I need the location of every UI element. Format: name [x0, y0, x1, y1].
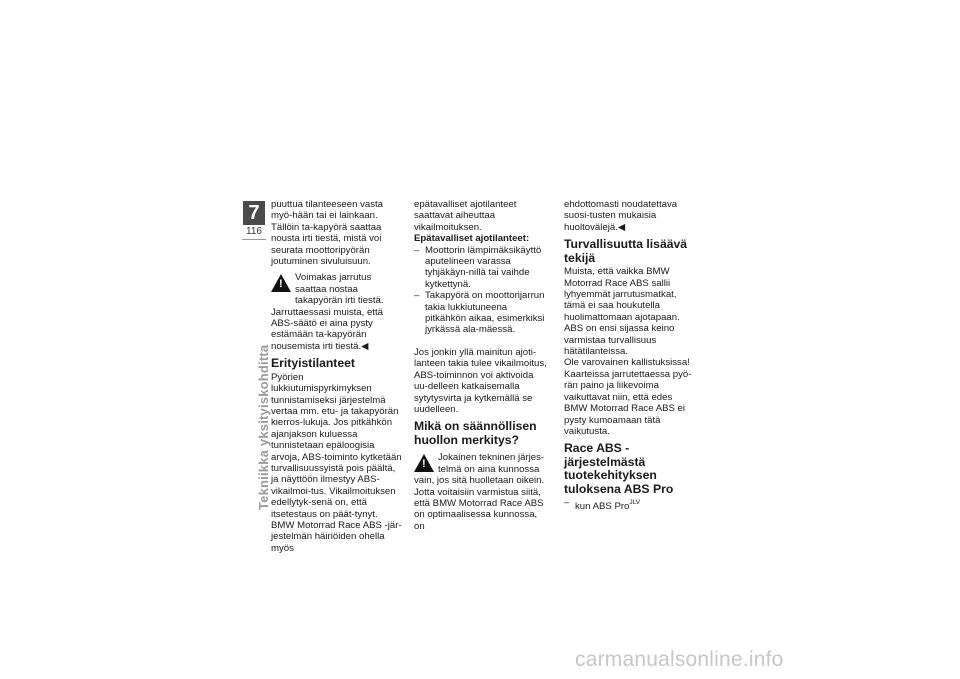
page-rule [242, 239, 266, 240]
paragraph: Pyörien lukkiutumispyrkimyksen tunnistamiseksi järjestelmä vertaa mm. etu- ja takapyörän kierros-lukuja. Jos pitkähkön ajanjakson kuluessa tunnistetaan epäloogisia arvoja, ABS-toiminto kytketään turvallisuussyistä pois päältä, ja näyttöön ilmestyy ABS-vikailmoi-tus. Vikailmoituksen edellytyk-senä on, että itsetestaus on päät-tynyt. [271, 371, 402, 520]
watermark: carmanualsonline.info [575, 648, 784, 671]
paragraph: Muista, että vaikka BMW Motorrad Race ABS sallii lyhyemmät jarrutusmatkat, tämä ei saa houkutella huolimattomaan ajotapaan. ABS on ensi sijassa keino varmistaa turvallisuus hätätilanteissa. [564, 266, 680, 358]
section-heading: Mikä on säännöllisen huollon merkitys? [414, 419, 537, 447]
column-1 [271, 199, 405, 554]
paragraph: vain, jos sitä huolletaan oikein. Jotta voitaisiin varmistua siitä, että BMW Motorrad Race ABS on optimaalisessa kunnossa, on [414, 475, 545, 532]
paragraph: puuttua tilanteeseen vasta myö-hään tai ei lainkaan. Tällöin ta-kapyörä saattaa nousta irti tiestä, mistä voi seurata moottoripyörän joutuminen sivuluisuun. [271, 199, 384, 268]
warning-note [414, 452, 548, 475]
paragraph: ehdottomasti noudatettava suosi-tusten mukaisia huoltovälejä.◀ [564, 199, 678, 233]
dash-list [564, 497, 698, 512]
paragraph: BMW Motorrad Race ABS -jär-jestelmän häiriöiden ohella myös [271, 520, 402, 554]
superscript-code: JLV [629, 499, 641, 507]
list-item: – kun ABS Pro$^{JLV}$ [564, 497, 698, 512]
chapter-number: 7 [243, 201, 265, 225]
paragraph: Ole varovainen kallistuksissa! Kaarteissa jarrutettaessa pyö-rän paino ja liikevoima vaikuttavat niin, että edes BMW Motorrad Race ABS ei pysty kumoamaan tätä vaikutusta. [564, 357, 692, 437]
list-item: – Moottorin lämpimäksikäyttö aputelineen varassa tyhjäkäyn-nillä tai vaihde kytkettynä. [414, 245, 548, 291]
paragraph: Jos jonkin yllä mainitun ajoti-lanteen takia tulee vikailmoitus, ABS-toiminnon voi aktivoida uu-delleen katkaisemalla sytytysvirta ja kytkemällä se uudelleen. [414, 346, 547, 415]
list-item: – Takapyörä on moottorijarrun takia lukkiutuneena pitkähkön aikaa, esimerkiksi jyrkässä ala-mäessä. [414, 290, 548, 336]
column-3 [564, 199, 698, 513]
warning-text: Voimakas jarrutus saattaa nostaa takapyörän irti tiestä. [295, 272, 384, 307]
section-heading: Erityistilanteet [271, 356, 355, 371]
section-heading: Race ABS -järjestelmästä tuotekehityksen tuloksena ABS Pro [564, 441, 674, 496]
column-2 [414, 199, 548, 532]
warning-text: Jokainen tekninen järjes-telmä on aina kunnossa [438, 452, 545, 475]
subheading: Epätavalliset ajotilanteet: [414, 233, 530, 245]
page-number: 116 [246, 226, 262, 237]
warning-icon: ! [271, 274, 291, 292]
warning-note [271, 272, 405, 306]
section-heading: Turvallisuutta lisäävä tekijä [564, 237, 688, 265]
dash-list [414, 245, 548, 336]
side-chapter-title: Tekniikka yksityiskohditta [256, 344, 271, 510]
paragraph: epätavalliset ajotilanteet saattavat aiheuttaa vikailmoituksen. [414, 199, 517, 233]
warning-icon: ! [414, 454, 434, 472]
paragraph: Jarruttaessasi muista, että ABS-säätö ei aina pysty estämään ta-kapyörän nousemista irti tiestä.◀ [271, 306, 383, 352]
